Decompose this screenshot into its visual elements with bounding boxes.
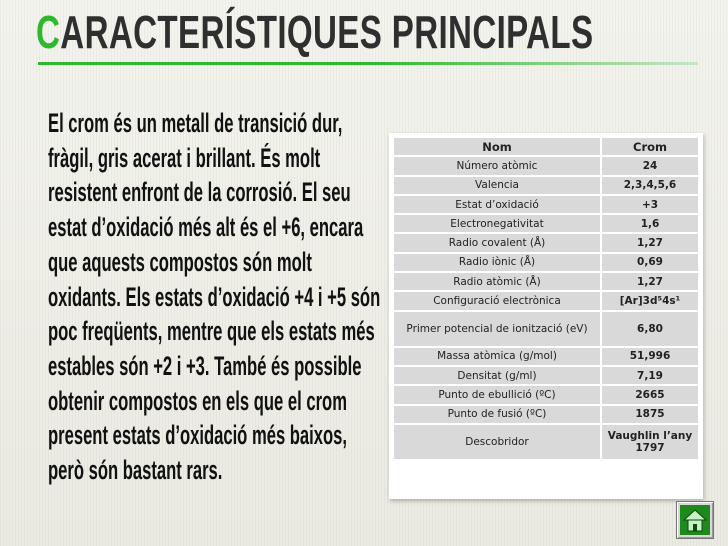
table-row	[394, 234, 698, 251]
table-row	[394, 367, 698, 384]
property-name-cell: Radio atòmic (Å)	[394, 273, 600, 290]
home-button[interactable]	[676, 501, 714, 539]
property-name-cell: Valencia	[394, 177, 600, 194]
property-name-cell: Estat d’oxidació	[394, 196, 600, 213]
property-name-cell: Electronegativitat	[394, 215, 600, 232]
title-first-letter: C	[36, 6, 61, 58]
property-value-cell: 51,996	[602, 348, 698, 365]
property-name-cell: Punto de ebullició (ºC)	[394, 386, 600, 403]
table-row	[394, 196, 698, 213]
properties-table	[392, 136, 700, 461]
property-value-cell: 1,27	[602, 273, 698, 290]
table-row	[394, 157, 698, 174]
property-value-cell: 24	[602, 157, 698, 174]
property-name-cell: Radio covalent (Å)	[394, 234, 600, 251]
property-value-cell: Vaughlin l’any 1797	[602, 425, 698, 459]
property-name-cell: Densitat (g/ml)	[394, 367, 600, 384]
property-value-cell: 1,6	[602, 215, 698, 232]
table-row	[394, 425, 698, 459]
table-body	[394, 157, 698, 459]
property-value-cell: 2665	[602, 386, 698, 403]
property-value-cell: [Ar]3d⁵4s¹	[602, 292, 698, 309]
title-rest: ARACTERÍSTIQUES PRINCIPALS	[60, 6, 594, 58]
table-row	[394, 406, 698, 423]
table-row	[394, 312, 698, 346]
property-value-cell: 0,69	[602, 254, 698, 271]
property-name-cell: Primer potencial de ionització (eV)	[394, 312, 600, 346]
property-value-cell: +3	[602, 196, 698, 213]
property-name-cell: Punto de fusió (ºC)	[394, 406, 600, 423]
table-row	[394, 386, 698, 403]
property-value-cell: 2,3,4,5,6	[602, 177, 698, 194]
table-row	[394, 348, 698, 365]
property-name-cell: Número atòmic	[394, 157, 600, 174]
property-value-cell: 7,19	[602, 367, 698, 384]
table-row	[394, 273, 698, 290]
property-name-cell: Descobridor	[394, 425, 600, 459]
title-underline	[38, 62, 698, 65]
description-paragraph: El crom és un metall de transició dur, fràgil, gris acerat i brillant. És molt resistent enfront de la corrosió. El seu estat d’oxidació més alt és el +6, encara que aquests compostos són molt oxidants. Els estats d’oxidació +4 i +5 són poc freqüents, mentre que els estats més estables són +2 i +3. També és possible obtenir compostos en els que el crom present estats d’oxidació més baixos, però són bastant rars.	[48, 108, 381, 486]
table-header-row	[394, 138, 698, 155]
table-row	[394, 215, 698, 232]
table-row	[394, 254, 698, 271]
table-row	[394, 292, 698, 309]
header-name: Nom	[394, 138, 600, 155]
header-value: Crom	[602, 138, 698, 155]
table-row	[394, 177, 698, 194]
property-name-cell: Radio iònic (Å)	[394, 254, 600, 271]
property-value-cell: 1,27	[602, 234, 698, 251]
property-value-cell: 6,80	[602, 312, 698, 346]
property-name-cell: Configuració electrònica	[394, 292, 600, 309]
properties-table-container	[389, 133, 703, 499]
page-title	[36, 4, 593, 60]
property-value-cell: 1875	[602, 406, 698, 423]
property-name-cell: Massa atòmica (g/mol)	[394, 348, 600, 365]
home-icon	[680, 505, 710, 535]
